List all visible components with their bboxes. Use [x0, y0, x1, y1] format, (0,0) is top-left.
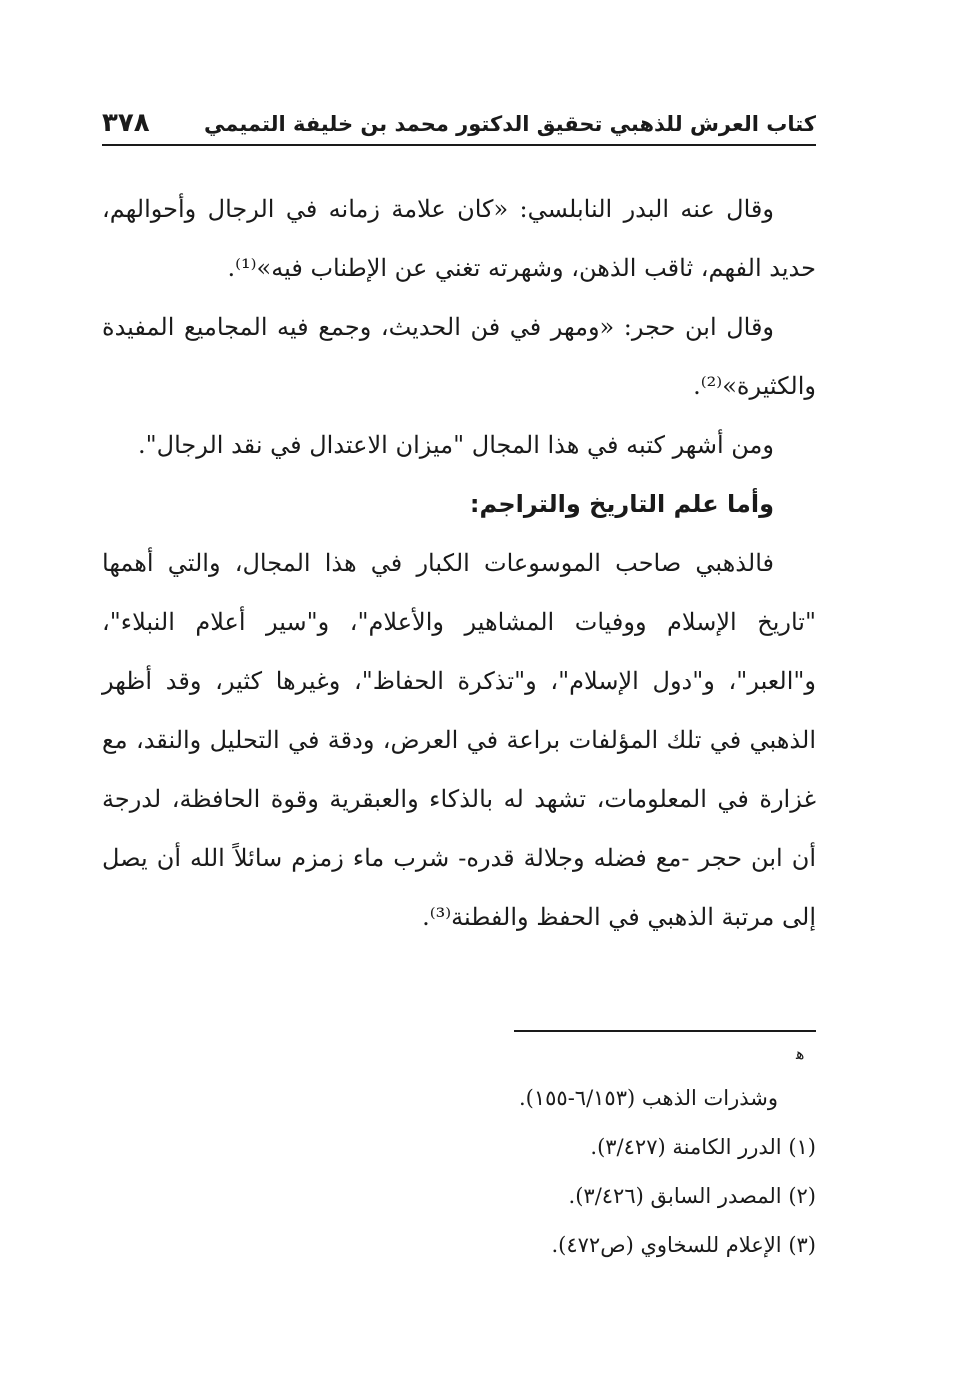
- paragraph-mizan: ومن أشهر كتبه في هذا المجال "ميزان الاعتدال في نقد الرجال".: [137, 431, 774, 459]
- footnotes: [102, 1074, 816, 1270]
- paragraph-nabulsi-quote: وقال عنه البدر النابلسي: «كان علامة زمانه في الرجال وأحوالهم، حديد الفهم، ثاقب الذهن، وشهرته تغني عن الإطناب فيه»⁽¹⁾.: [102, 195, 816, 282]
- page-header: [102, 100, 816, 146]
- paragraph-ibn-hajar-quote: وقال ابن حجر: «ومهر في فن الحديث، وجمع فيه المجاميع المفيدة والكثيرة»⁽²⁾.: [102, 313, 816, 400]
- main-text: [102, 180, 816, 947]
- footnote-1: (١) الدرر الكامنة (٣/٤٢٧).: [590, 1135, 816, 1159]
- footnote-mark: ﻫ: [796, 1044, 805, 1063]
- section-heading-history: وأما علم التاريخ والتراجم:: [469, 490, 774, 518]
- footnote-divider: [514, 1030, 816, 1032]
- footnote-3: (٣) الإعلام للسخاوي (ص٤٧٢).: [551, 1233, 816, 1257]
- book-title: كتاب العرش للذهبي تحقيق الدكتور محمد بن خليفة التميمي: [204, 112, 816, 136]
- paragraph-history-works: فالذهبي صاحب الموسوعات الكبار في هذا المجال، والتي أهمها "تاريخ الإسلام ووفيات المشاهير والأعلام"، و"سير أعلام النبلاء"، و"العبر"، و"دول الإسلام"، و"تذكرة الحفاظ"، وغيرها كثير، وقد أظهر الذهبي في تلك المؤلفات براعة في العرض، ودقة في التحليل والنقد، مع غزارة في المعلومات، تشهد له بالذكاء والعبقرية وقوة الحافظة، لدرجة أن ابن حجر -مع فضله وجلالة قدره- شرب ماء زمزم سائلاً الله أن يصل إلى مرتبة الذهبي في الحفظ والفطنة⁽³⁾.: [102, 549, 816, 931]
- footnote-2: (٢) المصدر السابق (٣/٤٢٦).: [568, 1184, 816, 1208]
- page-number: ٣٧٨: [102, 108, 150, 138]
- footnote-continuation: وشذرات الذهب (٦/١٥٣-١٥٥).: [518, 1086, 778, 1110]
